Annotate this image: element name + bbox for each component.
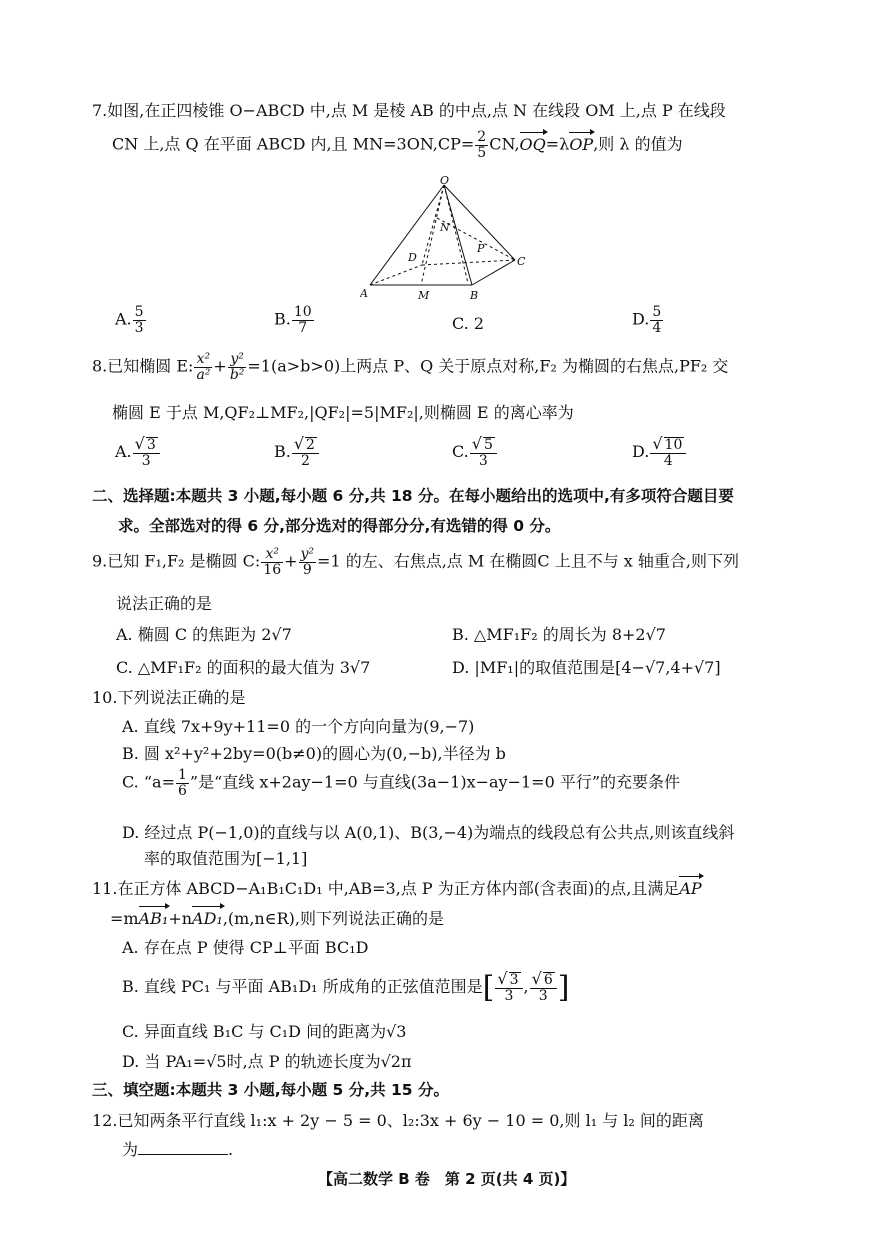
pyramid-figure [360, 175, 530, 300]
label-d: D [408, 251, 417, 264]
q10-option-c: C. “a= $\frac{1}{6}$ ”是“直线 x+2ay−1=0 与直线(3a−1)x−ay−1=0 平行”的充要条件 [122, 767, 681, 799]
q10-option-b: B. 圆 x²+y²+2by=0(b≠0)的圆心为(0,−b),半径为 b [122, 744, 506, 763]
q10-stem: 10.下列说法正确的是 [92, 688, 246, 707]
q7-line2 [112, 130, 683, 160]
q7-option-c: C. 2 [452, 314, 485, 333]
q7-line2-c: ,则 λ 的值为 [593, 134, 683, 154]
q9-line2: 说法正确的是 [116, 594, 213, 613]
q7-option-d: D. $\frac{5}{4}$ [632, 304, 662, 336]
q8-line2: 椭圆 E 于点 M,QF₂⊥MF₂,|QF₂|=5|MF₂|,则椭圆 E 的离心率为 [112, 403, 574, 422]
q11-option-b: B. 直线 PC₁ 与平面 AB₁D₁ 所成角的正弦值范围是[ $\frac{√ 3}{3}$ , $\frac{√ 6}{3}$ ] [122, 969, 570, 1005]
q7-line1: 7.如图,在正四棱锥 O−ABCD 中,点 M 是棱 AB 的中点,点 N 在线段 OM 上,点 P 在线段 [92, 101, 726, 120]
q12-line1: 12.已知两条平行直线 l₁:x + 2y − 5 = 0、l₂:3x + 6y − 10 = 0,则 l₁ 与 l₂ 间的距离 [92, 1111, 704, 1130]
answer-blank[interactable] [138, 1140, 228, 1155]
vector-ap: AP [679, 879, 702, 898]
q8-option-b: B. $\frac{√ 2}{2}$ [274, 436, 320, 468]
label-c: C [517, 255, 526, 268]
label-b: B [470, 289, 479, 300]
q11-line1: 11.在正方体 ABCD−A₁B₁C₁D₁ 中,AB=3,点 P 为正方体内部(含表面)的点,且满足AP [92, 879, 702, 898]
label-n: N [440, 221, 450, 234]
page-footer: 【高二数学 B 卷 第 2 页(共 4 页)】 [318, 1170, 576, 1188]
q10-option-d-line2: 率的取值范围为[−1,1] [144, 849, 308, 868]
label-m: M [418, 289, 430, 300]
section2-heading-line2: 求。全部选对的得 6 分,部分选对的得部分分,有选错的得 0 分。 [118, 517, 561, 535]
q9-option-d: D. |MF₁|的取值范围是[4−√7,4+√7] [452, 658, 721, 677]
q12-line2: 为 . [122, 1140, 234, 1159]
vector-oq: OQ [519, 134, 546, 154]
section3-heading: 三、填空题:本题共 3 小题,每小题 5 分,共 15 分。 [92, 1081, 449, 1099]
edge-dc [422, 260, 515, 265]
q9-option-b: B. △MF₁F₂ 的周长为 8+2√7 [452, 625, 666, 644]
q7-eq: =λ [545, 134, 570, 154]
edge-oa [370, 185, 444, 285]
q9-option-a: A. 椭圆 C 的焦距为 2√7 [116, 625, 292, 644]
q7-option-a: A. $\frac{5}{3}$ [115, 304, 144, 336]
q10-option-a: A. 直线 7x+9y+11=0 的一个方向向量为(9,−7) [122, 717, 475, 736]
q8-line1: 8.已知椭圆 E: $\frac{\text{x²}}{\text{a²}}$ + $\frac{\text{y²}}{\text{b²}}$ =1(a>b>0)上两点 P、Q 关于原点对称,F₂ 为椭圆的右焦点,PF₂ 交 [92, 351, 729, 383]
q11-option-c: C. 异面直线 B₁C 与 C₁D 间的距离为√3 [122, 1022, 407, 1041]
label-o: O [440, 175, 450, 187]
q9-option-c: C. △MF₁F₂ 的面积的最大值为 3√7 [116, 658, 371, 677]
q7-frac-num: 2 [477, 129, 487, 145]
q11-option-a: A. 存在点 P 使得 CP⊥平面 BC₁D [122, 938, 369, 957]
q11-option-d: D. 当 PA₁=√5时,点 P 的轨迹长度为√2π [122, 1052, 412, 1071]
vector-op: OP [569, 134, 594, 154]
q7-frac-den: 5 [477, 144, 487, 161]
vector-ad1: AD₁ [192, 909, 223, 928]
section2-heading-line1: 二、选择题:本题共 3 小题,每小题 6 分,共 18 分。在每小题给出的选项中,有多项符合题目要 [92, 487, 734, 505]
q7-line2-b: CN, [489, 134, 520, 154]
edge-bc [472, 260, 515, 285]
vector-ab1: AB₁ [138, 909, 169, 928]
label-p: P [477, 242, 485, 255]
q7-option-b: B. $\frac{10}{7}$ [274, 304, 312, 336]
q8-option-c: C. $\frac{√ 5}{3}$ [452, 436, 498, 468]
q9-line1: 9.已知 F₁,F₂ 是椭圆 C: $\frac{\text{x²}}{16}$ + $\frac{\text{y²}}{9}$ =1 的左、右焦点,点 M 在椭圆C 上且不与 x 轴重合,则下列 [92, 546, 739, 578]
q10-option-d-line1: D. 经过点 P(−1,0)的直线与以 A(0,1)、B(3,−4)为端点的线段总有公共点,则该直线斜 [122, 823, 735, 842]
label-a: A [360, 287, 368, 300]
q7-line2-a: CN 上,点 Q 在平面 ABCD 内,且 MN=3ON,CP= [112, 134, 475, 154]
q11-line2: =mAB₁+nAD₁,(m,n∈R),则下列说法正确的是 [110, 909, 444, 928]
q8-option-a: A. $\frac{√ 3}{3}$ [115, 436, 161, 468]
q8-option-d: D. $\frac{√ 10}{4}$ [632, 436, 687, 468]
q7-fraction [475, 130, 488, 160]
